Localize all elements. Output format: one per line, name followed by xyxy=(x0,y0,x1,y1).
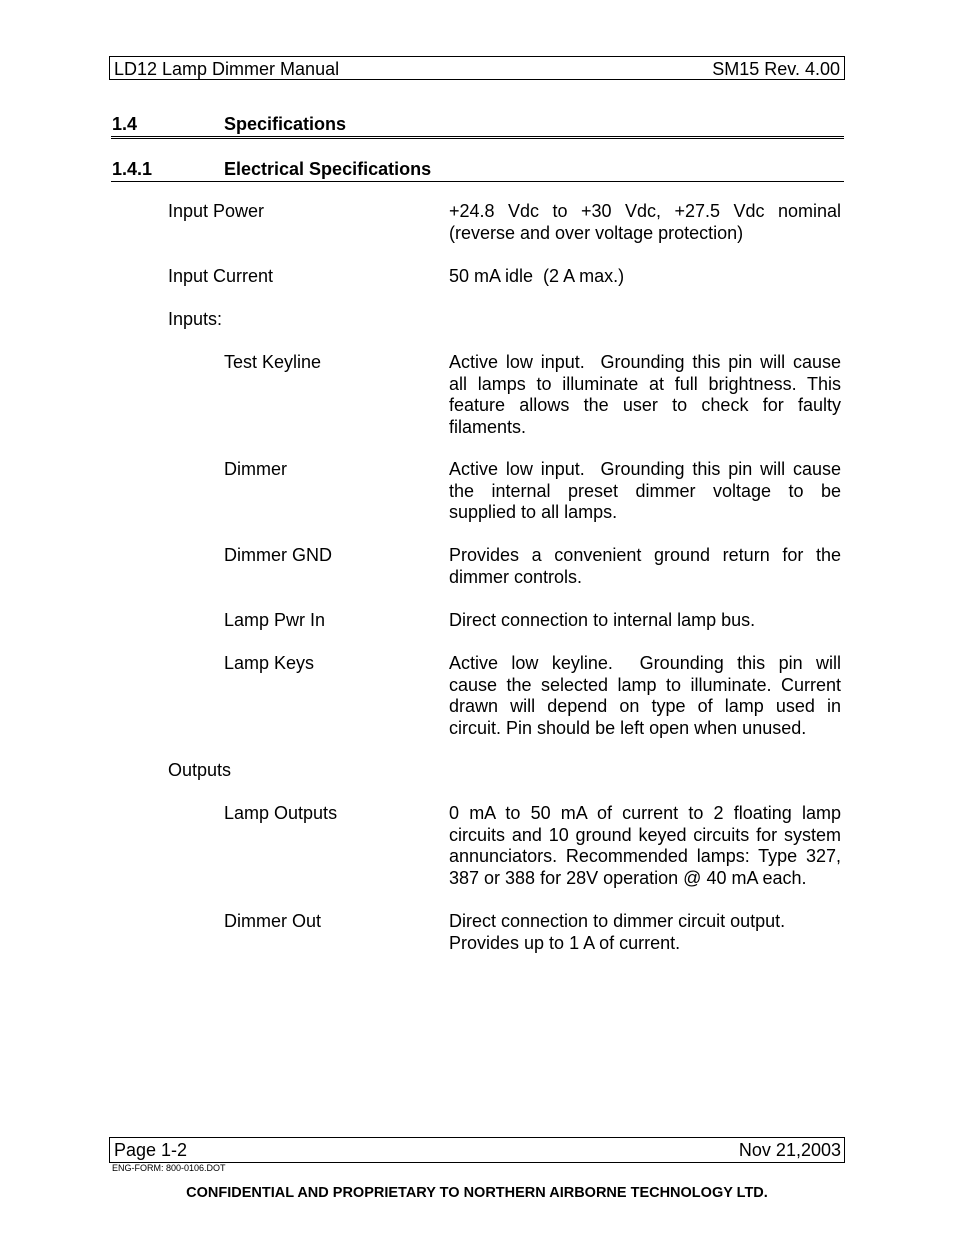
desc-line: +24.8 Vdc to +30 Vdc, +27.5 Vdc nominal xyxy=(449,201,841,221)
spec-label-input-power: Input Power xyxy=(168,201,265,221)
desc-line: 0 mA to 50 mA of current to 2 floating lamp xyxy=(449,803,841,823)
desc-line: (reverse and over voltage protection) xyxy=(449,222,744,243)
inputs-heading: Inputs: xyxy=(168,309,223,329)
spec-value-lamp-pwr-in: Direct connection to internal lamp bus. xyxy=(449,610,756,630)
section-rule xyxy=(111,136,844,139)
section-number: 1.4 xyxy=(112,114,138,134)
section-title: Specifications xyxy=(224,114,347,134)
desc-line: circuit. Pin should be left open when unused. xyxy=(449,717,807,738)
desc-line: Provides up to 1 A of current. xyxy=(449,932,681,953)
desc-line: drawn will depend on type of lamp used in xyxy=(449,696,841,717)
subsection-title: Electrical Specifications xyxy=(224,159,432,179)
page-footer xyxy=(109,1137,845,1163)
desc-line: Direct connection to dimmer circuit output. xyxy=(449,911,786,931)
desc-line: Active low keyline. Grounding this pin will xyxy=(449,653,841,673)
spec-label-dimmer: Dimmer xyxy=(224,459,287,479)
page-header xyxy=(109,56,845,80)
spec-value-lamp-outputs xyxy=(449,803,841,889)
page-number: Page 1-2 xyxy=(114,1140,188,1160)
spec-label-lamp-pwr-in: Lamp Pwr In xyxy=(224,610,326,630)
spec-label-lamp-outputs: Lamp Outputs xyxy=(224,803,338,823)
spec-label-input-current: Input Current xyxy=(168,266,274,286)
spec-value-dimmer-gnd xyxy=(449,545,841,588)
revision-number: SM15 Rev. 4.00 xyxy=(712,59,840,79)
desc-line: the internal preset dimmer voltage to be xyxy=(449,480,841,501)
spec-value-lamp-keys xyxy=(449,653,841,739)
desc-line: supplied to all lamps. xyxy=(449,502,618,523)
desc-line: dimmer controls. xyxy=(449,566,583,587)
form-id: ENG-FORM: 800-0106.DOT xyxy=(112,1163,226,1173)
spec-label-test-keyline: Test Keyline xyxy=(224,352,322,372)
subsection-rule xyxy=(111,181,844,182)
document-date: Nov 21,2003 xyxy=(738,1140,841,1160)
desc-line: annunciators. Recommended lamps: Type 327, xyxy=(449,846,841,867)
desc-line: circuits and 10 ground keyed circuits for system xyxy=(449,824,841,845)
desc-line: 387 or 388 for 28V operation @ 40 mA each. xyxy=(449,867,807,888)
desc-line: all lamps to illuminate at full brightness. This xyxy=(449,373,841,394)
spec-value-dimmer xyxy=(449,459,841,524)
confidentiality-notice: CONFIDENTIAL AND PROPRIETARY TO NORTHERN AIRBORNE TECHNOLOGY LTD. xyxy=(186,1185,768,1201)
desc-line: Active low input. Grounding this pin will cause xyxy=(449,352,841,372)
spec-value-input-power xyxy=(449,201,841,244)
spec-value-input-current: 50 mA idle (2 A max.) xyxy=(449,266,625,286)
manual-title: LD12 Lamp Dimmer Manual xyxy=(114,59,340,79)
desc-line: Provides a convenient ground return for the xyxy=(449,545,841,565)
spec-value-dimmer-out xyxy=(449,911,841,954)
spec-label-dimmer-gnd: Dimmer GND xyxy=(224,545,332,565)
desc-line: filaments. xyxy=(449,416,527,437)
spec-label-lamp-keys: Lamp Keys xyxy=(224,653,315,673)
outputs-heading: Outputs xyxy=(168,760,232,780)
desc-line: feature allows the user to check for faulty xyxy=(449,395,841,416)
desc-line: Active low input. Grounding this pin will cause xyxy=(449,459,841,479)
spec-label-dimmer-out: Dimmer Out xyxy=(224,911,322,931)
desc-line: cause the selected lamp to illuminate. Current xyxy=(449,674,841,695)
spec-value-test-keyline xyxy=(449,352,841,438)
subsection-number: 1.4.1 xyxy=(112,159,153,179)
